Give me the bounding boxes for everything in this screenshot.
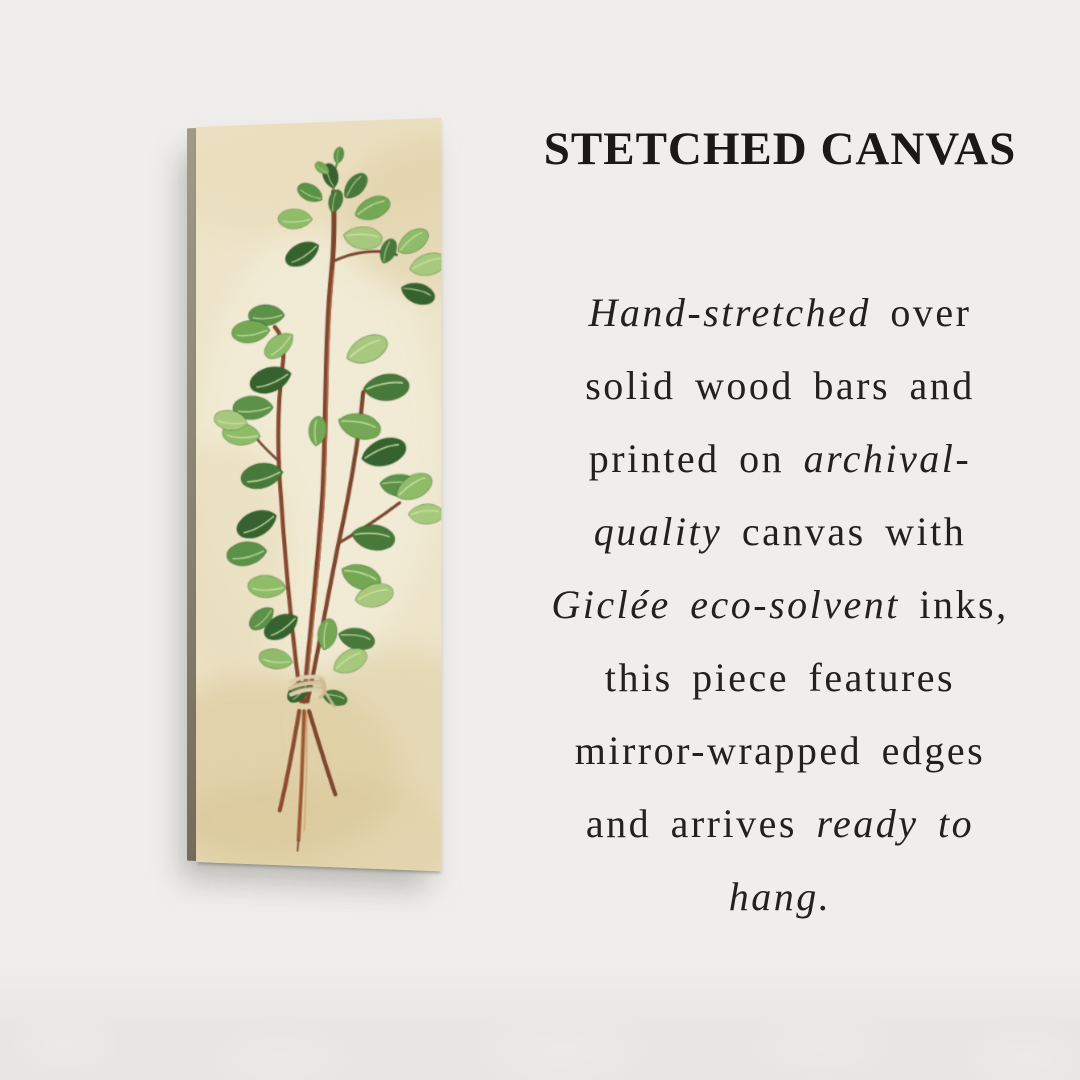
herb-illustration	[196, 118, 442, 872]
description-line: hang.	[728, 874, 832, 919]
description-line: Hand-stretched over	[588, 290, 972, 335]
description-line: mirror-wrapped edges	[574, 728, 986, 773]
description-line: quality canvas with	[593, 509, 967, 554]
canvas-front-face	[196, 118, 442, 872]
description-line: solid wood bars and	[585, 363, 975, 408]
description	[495, 276, 1065, 933]
description-line: printed on archival-	[588, 436, 972, 481]
description-line: this piece features	[604, 655, 956, 700]
stretched-canvas-mockup	[196, 118, 442, 872]
description-line: and arrives ready to	[585, 801, 975, 846]
floor-texture	[0, 960, 1080, 1080]
canvas-type-title: STETCHED CANVAS	[543, 123, 1017, 175]
description-line: Giclée eco-solvent inks,	[551, 582, 1009, 627]
